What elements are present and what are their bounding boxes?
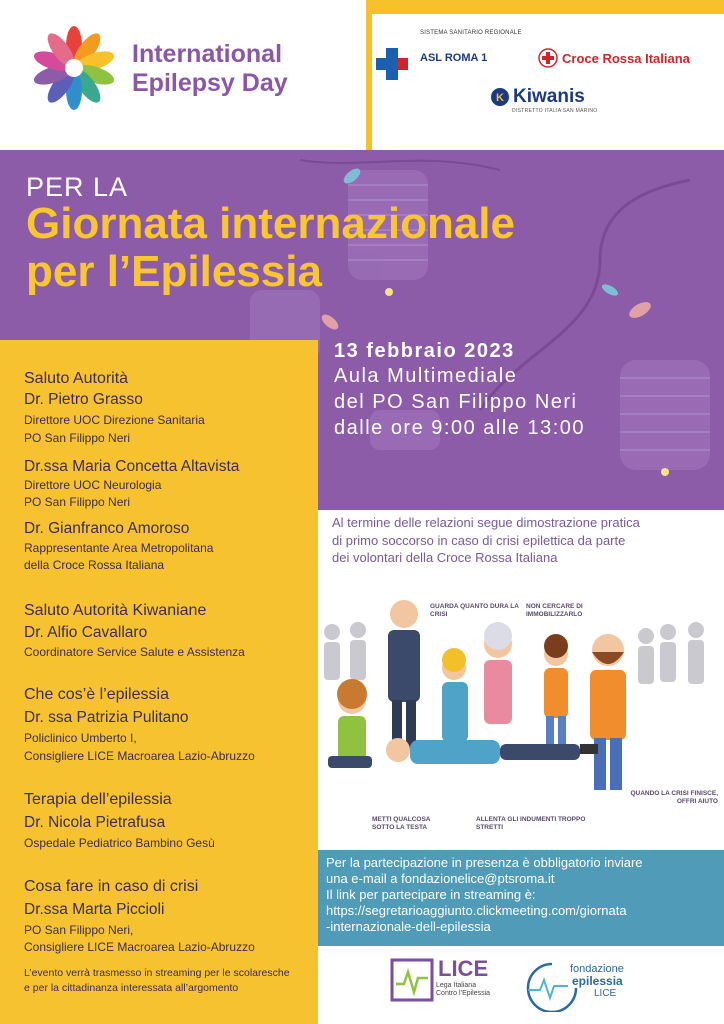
streaming-note [24, 966, 314, 996]
speaker-name: Dr. Alfio Cavallaro [24, 624, 148, 641]
speaker-role: della Croce Rossa Italiana [24, 558, 165, 572]
tip-label: ALLENTA GLI INDUMENTI TROPPO STRETTI [476, 816, 586, 831]
epilepsy-day-flower-logo [28, 22, 120, 114]
speaker-role: Policlinico Umberto I, [24, 731, 137, 745]
section-title: Cosa fare in caso di crisi [24, 878, 199, 895]
speaker-name: Dr. ssa Patrizia Pulitano [24, 709, 189, 726]
speaker-role: Consigliere LICE Macroarea Lazio-Abruzzo [24, 749, 255, 763]
asl-label: SISTEMA SANITARIO REGIONALE [420, 30, 522, 36]
kiwanis-name: Kiwanis [513, 86, 585, 107]
demonstration-note-line: di primo soccorso in caso di crisi epilettica da parte [332, 532, 626, 548]
hero-title-line-2: per l’Epilessia [26, 247, 322, 296]
speaker-role: Consigliere LICE Macroarea Lazio-Abruzzo [24, 940, 255, 954]
event-logo-title [132, 40, 288, 98]
speaker-role: Coordinatore Service Salute e Assistenza [24, 645, 245, 659]
speaker-name: Dr.ssa Marta Piccioli [24, 901, 165, 918]
hero-kicker: PER LA [26, 172, 129, 202]
fondazione-line-2: epilessia [572, 974, 623, 988]
header [0, 0, 724, 150]
kiwanis-subtitle: DISTRETTO ITALIA SAN MARINO [512, 108, 598, 114]
event-title-line-2: Epilepsy Day [132, 69, 288, 97]
tip-label: QUANDO LA CRISI FINISCE, OFFRI AIUTO [630, 790, 718, 805]
streaming-note-line: e per la cittadinanza interessata all’argomento [24, 982, 239, 994]
section-title: Che cos’è l’epilessia [24, 686, 169, 703]
streaming-note-line: L’evento verrà trasmesso in streaming per le scolaresche [24, 967, 290, 979]
red-cross-name: Croce Rossa Italiana [562, 50, 690, 66]
lice-logo-text: LICE [438, 956, 489, 981]
program-panel [0, 340, 318, 1024]
demonstration-note-line: dei volontari della Croce Rossa Italiana [332, 550, 558, 565]
demonstration-note-line: Al termine delle relazioni segue dimostrazione pratica [332, 515, 640, 530]
section-title: Terapia dell’epilessia [24, 791, 172, 808]
speaker-role: Ospedale Pediatrico Bambino Gesù [24, 836, 215, 850]
first-aid-scene-drawing [318, 590, 724, 848]
venue-time: dalle ore 9:00 alle 13:00 [334, 417, 585, 439]
lice-brain-wave-icon [390, 958, 434, 1002]
kiwanis-emblem-icon [490, 87, 510, 107]
tip-label: GUARDA QUANTO DURA LA CRISI [430, 603, 519, 618]
event-date: 13 febbraio 2023 [334, 340, 515, 362]
footer-logos [318, 946, 724, 1024]
section-title: Saluto Autorità Kiwaniane [24, 602, 207, 619]
event-title-line-1: International [132, 40, 283, 68]
red-cross-logo [538, 48, 690, 68]
speaker-name: Dr. Gianfranco Amoroso [24, 520, 190, 537]
fondazione-line-1: fondazione [570, 963, 624, 975]
speaker-role: PO San Filippo Neri, [24, 923, 134, 937]
info-line: Il link per partecipare in streaming è: [326, 887, 536, 902]
hero-title-line-1: Giornata internazionale [26, 199, 515, 248]
speaker-role: Rappresentante Area Metropolitana [24, 541, 214, 555]
speaker-name: Dr. Pietro Grasso [24, 391, 143, 408]
hero-title [26, 200, 515, 296]
svg-text:K: K [496, 92, 504, 104]
first-aid-illustration [318, 590, 724, 848]
speaker-role: PO San Filippo Neri [24, 431, 131, 445]
registration-email[interactable]: una e-mail a fondazionelice@ptsroma.it [326, 871, 555, 886]
asl-name: ASL ROMA 1 [420, 52, 488, 64]
venue-line-2: del PO San Filippo Neri [334, 391, 578, 413]
registration-info-box [318, 850, 724, 946]
info-line: Per la partecipazione in presenza è obbligatorio inviare [326, 855, 643, 870]
lice-subtitle-line: Contro l’Epilessia [436, 990, 491, 997]
venue-line-1: Aula Multimediale [334, 365, 518, 387]
fondazione-line-3: LICE [594, 988, 617, 999]
kiwanis-logo [490, 86, 597, 114]
event-logo [0, 0, 362, 150]
partners-box [366, 0, 724, 150]
tip-label: NON CERCARE DI IMMOBILIZZARLO [526, 603, 583, 618]
lice-logo-subtitle [436, 982, 490, 998]
red-cross-icon [538, 48, 558, 68]
speaker-role: Direttore UOC Neurologia [24, 478, 162, 492]
streaming-link[interactable]: https://segretarioaggiunto.clickmeeting.com/giornata [326, 903, 627, 918]
lice-subtitle-line: Lega Italiana [436, 982, 477, 989]
streaming-link-continued[interactable]: -internazionale-dell-epilessia [326, 919, 491, 934]
speaker-name: Dr.ssa Maria Concetta Altavista [24, 458, 240, 475]
speaker-role: Direttore UOC Direzione Sanitaria [24, 413, 205, 427]
speaker-role: PO San Filippo Neri [24, 495, 131, 509]
asl-cross-icon [374, 46, 410, 82]
tip-label: METTI QUALCOSA SOTTO LA TESTA [372, 816, 431, 831]
section-title: Saluto Autorità [24, 370, 129, 387]
speaker-name: Dr. Nicola Pietrafusa [24, 814, 166, 831]
demonstration-note [332, 514, 712, 567]
